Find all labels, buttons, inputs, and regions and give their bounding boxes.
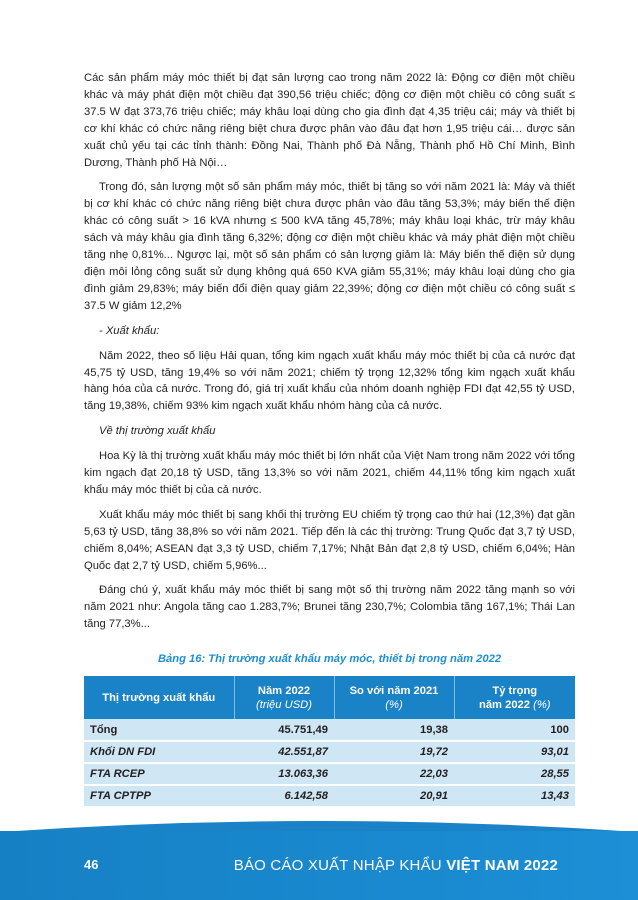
footer-report-title <box>234 857 558 874</box>
paragraph-usa: Hoa Kỳ là thị trường xuất khẩu máy móc thiết bị lớn nhất của Việt Nam trong năm 2022 với tổng kim ngạch đạt 20,18 tỷ USD, tăng 13,3% so với năm 2021, chiếm 44,11% tổng kim ngạch xuất khẩu máy móc thiết bị của cả nước. <box>84 450 575 496</box>
table-row <box>84 719 575 741</box>
paragraph-export-total: Năm 2022, theo số liệu Hải quan, tổng kim ngạch xuất khẩu máy móc thiết bị của cả nước đạt 45,75 tỷ USD, tăng 19,4% so với năm 2021; chiếm tỷ trọng 12,32% tổng kim ngạch xuất khẩu hàng hóa của cả nước. Trong đó, giá trị xuất khẩu của nhóm doanh nghiệp FDI đạt 42,55 tỷ USD, tăng 19,38%, chiếm 93% kim ngạch xuất khẩu nhóm hàng của cả nước. <box>84 349 575 413</box>
cell-value: 42.551,87 <box>234 741 334 763</box>
cell-value: 13.063,36 <box>234 763 334 785</box>
header-share-label: Tỷ trọng <box>492 684 538 697</box>
header-market-label: Thị trường xuất khẩu <box>102 691 216 704</box>
cell-share: 93,01 <box>454 741 575 763</box>
header-share-year: năm 2022 <box>478 698 530 711</box>
cell-share: 100 <box>454 719 575 741</box>
cell-share: 13,43 <box>454 785 575 807</box>
table-header-row <box>84 676 575 719</box>
cell-change: 19,38 <box>334 719 454 741</box>
page-number: 46 <box>84 857 99 872</box>
cell-market: Tổng <box>84 719 234 741</box>
cell-change: 20,91 <box>334 785 454 807</box>
header-change-label: So với năm 2021 <box>349 684 439 697</box>
heading-export: - Xuất khẩu: <box>99 324 160 337</box>
table-row <box>84 785 575 807</box>
body-text <box>84 70 575 641</box>
cell-share: 28,55 <box>454 763 575 785</box>
cell-value: 6.142,58 <box>234 785 334 807</box>
table-caption: Bảng 16: Thị trường xuất khẩu máy móc, thiết bị trong năm 2022 <box>157 653 502 665</box>
header-market <box>84 676 234 719</box>
header-share-line2 <box>459 698 572 712</box>
cell-market: Khối DN FDI <box>84 741 234 763</box>
table-row <box>84 763 575 785</box>
header-change <box>334 676 454 719</box>
header-change-unit: (%) <box>385 698 403 711</box>
cell-change: 19,72 <box>334 741 454 763</box>
header-value-label: Năm 2022 <box>257 684 311 697</box>
paragraph-products: Các sản phẩm máy móc thiết bị đạt sản lượng cao trong năm 2022 là: Động cơ điện một chiều khác và máy phát điện một chiều đạt 390,56 triệu chiếc; động cơ điện một chiều có công suất ≤ 37.5 W đạt 373,76 triệu chiếc; máy khâu loại dùng cho gia đình đạt 4,35 triệu cái; máy và thiết bị cơ khí khác có chức năng riêng biệt chưa được phân vào đâu đạt hơn 1,95 triệu cái… được sản xuất chủ yếu tại các tỉnh thành: Đồng Nai, Thành phố Đà Nẵng, Thành phố Hồ Chí Minh, Bình Dương, Thành phố Hà Nội… <box>84 72 575 169</box>
footer-title-bold: VIỆT NAM 2022 <box>446 857 558 874</box>
cell-value: 45.751,49 <box>234 719 334 741</box>
header-value-2022 <box>234 676 334 719</box>
cell-market: FTA CPTPP <box>84 785 234 807</box>
footer-title-regular: BÁO CÁO XUẤT NHẬP KHẨU <box>233 857 447 874</box>
paragraph-output-change: Trong đó, sản lượng một số sản phẩm máy móc, thiết bị tăng so với năm 2021 là: Máy và thiết bị cơ khí khác có chức năng riêng biệt chưa được phân vào đâu tăng 53,3%; máy biến thế điện khác có công suất > 16 kVA nhưng ≤ 500 kVA tăng 45,78%; máy khâu loại khác, trừ máy khâu sách và máy khâu gia đình tăng 6,32%; động cơ điện một chiều khác và máy phát điện một chiều tăng nhẹ 0,81%... Ngược lại, một số sản phẩm có sản lượng giảm là: Máy biến thế điện sử dụng điện môi lỏng công suất sử dụng không quá 650 KVA giảm 55,31%; máy khâu loại dùng cho gia đình giảm 29,83%; máy biến đổi điện quay giảm 22,39%; động cơ điện một chiều có công suất ≤ 37.5 W giảm 12,2% <box>84 181 575 312</box>
paragraph-growth-markets: Đáng chú ý, xuất khẩu máy móc thiết bị sang một số thị trường năm 2022 tăng mạnh so với năm 2021 như: Angola tăng cao 1.283,7%; Brunei tăng 230,7%; Colombia tăng 167,1%; Thái Lan tăng 77,3%... <box>84 584 575 631</box>
header-value-unit: (triệu USD) <box>256 698 312 711</box>
paragraph-eu: Xuất khẩu máy móc thiết bị sang khối thị trường EU chiếm tỷ trọng cao thứ hai (12,3%) đạt gần 5,63 tỷ USD, tăng 38,8% so với năm 2021. Tiếp đến là các thị trường: Trung Quốc đạt 3,7 tỷ USD, chiếm 8,04%; ASEAN đạt 3,3 tỷ USD, chiếm 7,17%; Nhật Bản đạt 2,8 tỷ USD, chiếm 6,04%; Hàn Quốc đạt 2,7 tỷ USD, chiếm 5,96%... <box>84 508 575 572</box>
cell-market: FTA RCEP <box>84 763 234 785</box>
header-share <box>454 676 575 719</box>
heading-export-market: Về thị trường xuất khẩu <box>99 425 216 438</box>
table-row <box>84 741 575 763</box>
export-market-table <box>84 676 575 808</box>
cell-change: 22,03 <box>334 763 454 785</box>
header-share-unit: (%) <box>533 698 551 711</box>
